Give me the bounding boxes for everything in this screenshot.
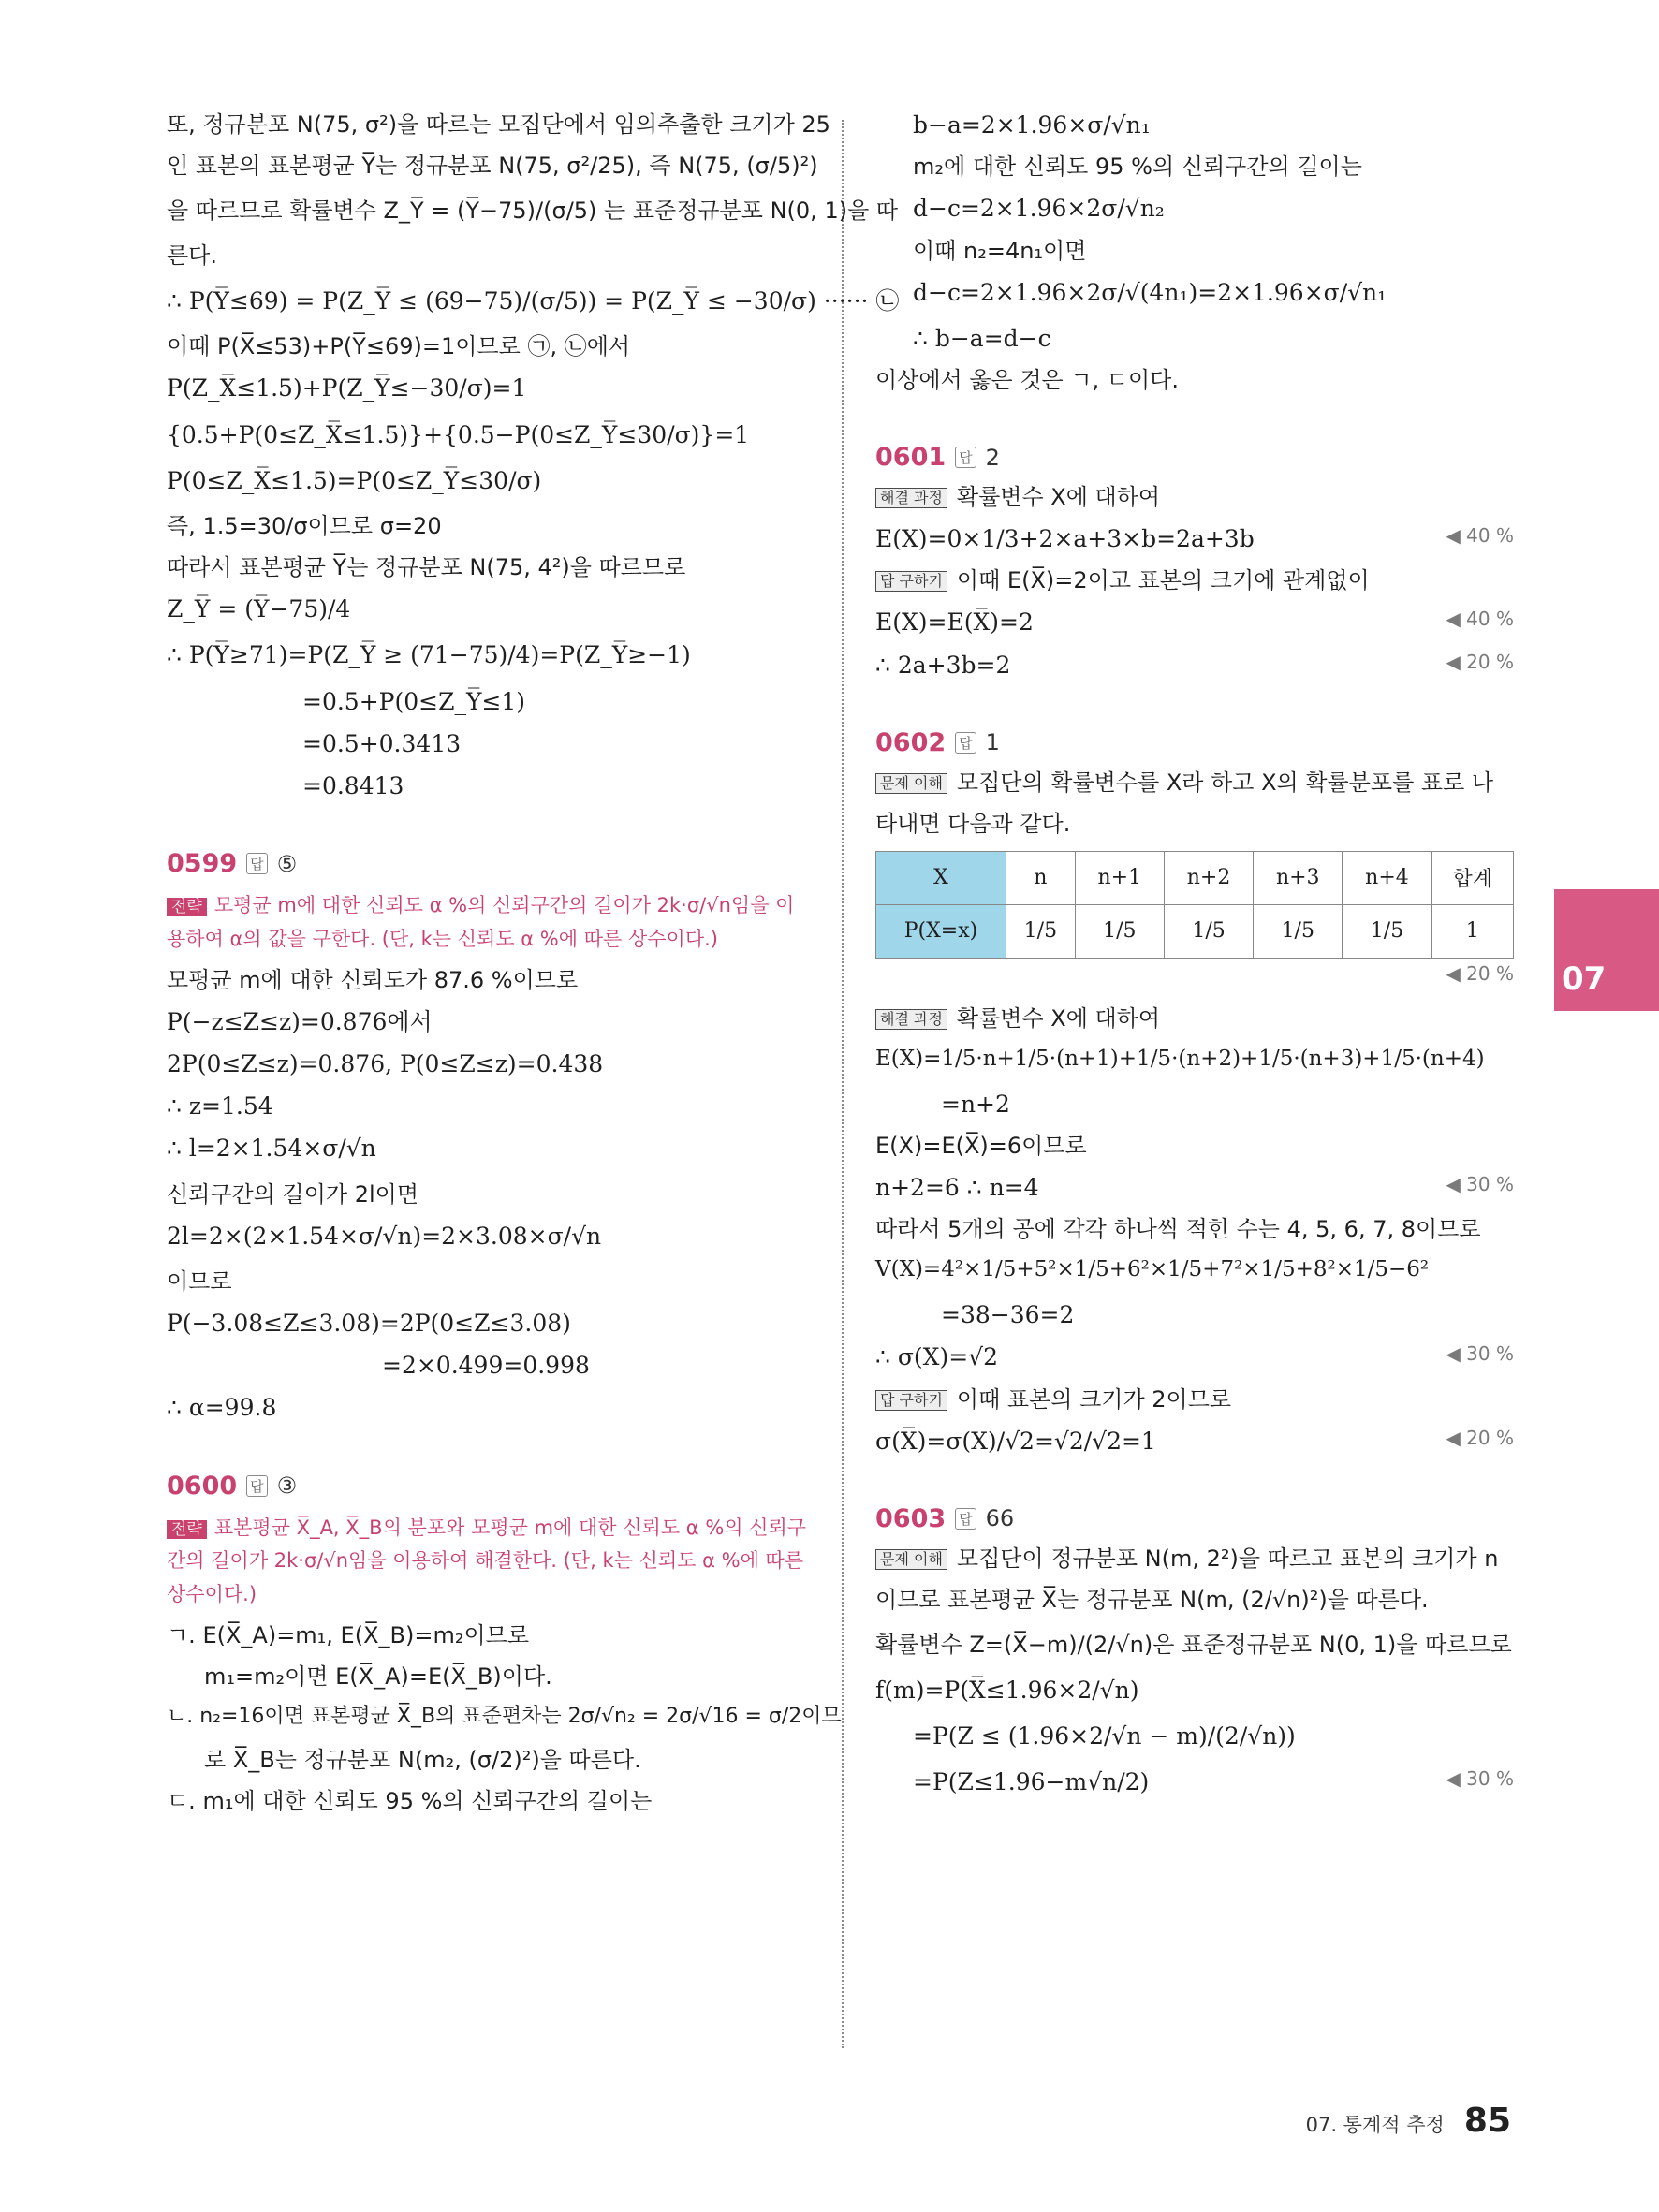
text-line: m₁=m₂이면 E(X̅_A)=E(X̅_B)이다. [204,1663,552,1690]
problem-number: 0602 [875,727,947,757]
chapter-title: 07. 통계적 추정 [1305,2114,1445,2136]
strategy-tag: 전략 [167,898,207,916]
table-header-cell: 합계 [1431,851,1513,904]
text-line: 이때 n₂=4n₁이면 [913,237,1087,264]
score-percent: ◀ 40 % [1446,608,1514,631]
equation: =0.8413 [302,772,404,799]
table-cell: P(X=x) [876,904,1006,958]
text-line: 신뢰구간의 길이가 2l이면 [167,1180,419,1208]
equation: σ(X̅)=σ(X)/√2=√2/√2=1 [875,1427,1156,1455]
equation: V(X)=4²×1/5+5²×1/5+6²×1/5+7²×1/5+8²×1/5−6² [875,1257,1430,1282]
text-line: 이상에서 옳은 것은 ㄱ, ㄷ이다. [875,367,1179,393]
answer-badge: 답 [246,1475,268,1497]
answer-value: 1 [985,729,1000,756]
step-tag: 답 구하기 [875,571,947,592]
problem-number: 0599 [167,849,238,879]
text-line: E(X)=E(X̅)=6이므로 [875,1133,1087,1159]
equation-row [875,524,1514,553]
text-line: 인 표본의 표본평균 Y̅는 정규분포 N(75, σ²/25), 즉 N(75, (σ/5)²) [167,153,818,179]
text-line: 른다. [167,242,217,269]
equation: d−c=2×1.96×2σ/√(4n₁)=2×1.96×σ/√n₁ [913,278,1387,306]
equation: ∴ 2a+3b=2 [875,651,1011,679]
equation: =P(Z ≤ (1.96×2/√n − m)/(2/√n)) [913,1722,1296,1750]
answer-badge: 답 [246,853,268,874]
page-footer [1306,2102,1511,2140]
answer-value: ③ [276,1472,298,1500]
score-percent: ◀ 20 % [1446,961,1514,985]
equation-row [875,1427,1514,1456]
equation: b−a=2×1.96×σ/√n₁ [913,111,1151,139]
left-column [167,110,900,1828]
text-line: 로 X̅_B는 정규분포 N(m₂, (σ/2)²)을 따른다. [204,1747,641,1774]
equation: E(X)=E(X̅)=2 [875,608,1034,637]
score-percent: ◀ 30 % [1446,1342,1514,1366]
step-text: 모집단이 정규분포 N(m, 2²)을 따르고 표본의 크기가 n [956,1545,1499,1572]
equation: P(−3.08≤Z≤3.08)=2P(0≤Z≤3.08) [167,1309,571,1337]
table-header-cell: X [876,851,1006,904]
equation: =P(Z≤1.96−m√n/2) [913,1768,1150,1796]
text-line [875,1545,1514,1573]
text-line [875,566,1514,594]
strategy-note [167,889,813,956]
equation: n+2=6 ∴ n=4 [875,1174,1039,1201]
text-line: ㄱ. E(X̅_A)=m₁, E(X̅_B)=m₂이므로 [167,1621,530,1648]
equation: ∴ P(Y̅≤69) = P(Z_Y̅ ≤ (69−75)/(σ/5)) = P(Z_Y̅ ≤ −30/σ) ······ ㉡ [167,287,900,315]
text-line: 을 따르므로 확률변수 Z_Y̅ = (Y̅−75)/(σ/5) 는 표준정규분포 N(0, 1)을 따 [167,198,899,224]
table-cell: 1 [1431,904,1513,958]
strategy-tag: 전략 [167,1520,207,1539]
problem-header-0602 [875,728,1514,757]
equation: =2×0.499=0.998 [382,1352,590,1380]
equation: =38−36=2 [941,1301,1075,1328]
step-text: 이때 E(X̅)=2이고 표본의 크기에 관계없이 [956,567,1370,594]
score-percent: ◀ 20 % [1446,1426,1514,1449]
table-row [876,851,1514,904]
equation: P(−z≤Z≤z)=0.876에서 [167,1007,433,1035]
score-percent: ◀ 30 % [1446,1173,1514,1195]
step-text: 확률변수 X에 대하여 [956,1005,1161,1032]
table-cell: 1/5 [1006,904,1076,958]
equation: ∴ P(Y̅≥71)=P(Z_Y̅ ≥ (71−75)/4)=P(Z_Y̅≥−1) [167,641,691,669]
score-percent: ◀ 30 % [1446,1767,1514,1791]
step-tag: 해결 과정 [875,1009,947,1030]
strategy-note [167,1512,813,1612]
text-line: 이므로 표본평균 X̅는 정규분포 N(m, (2/√n)²)을 따른다. [875,1586,1429,1613]
equation: ∴ z=1.54 [167,1092,273,1121]
strategy-text: 표본평균 X̅_A, X̅_B의 분포와 모평균 m에 대한 신뢰도 α %의 신뢰구간의 길이가 2k·σ/√n임을 이용하여 해결한다. (단, k는 신뢰도 α %에 따른 상수이다.) [167,1516,807,1605]
text-line [875,1385,1514,1414]
equation: ∴ l=2×1.54×σ/√n [167,1135,376,1163]
step-tag: 해결 과정 [875,488,947,508]
answer-value: 66 [985,1505,1015,1532]
equation-row [875,651,1514,680]
problem-number: 0603 [875,1503,947,1533]
table-row [876,904,1514,958]
probability-distribution-table [875,851,1514,959]
answer-badge: 답 [955,447,976,468]
table-header-cell: n+2 [1164,851,1253,904]
equation: f(m)=P(X̅≤1.96×2/√n) [875,1676,1139,1704]
equation-row [875,1767,1514,1796]
strategy-text: 모평균 m에 대한 신뢰도 α %의 신뢰구간의 길이가 2k·σ/√n임을 이용하여 α의 값을 구한다. (단, k는 신뢰도 α %에 따른 상수이다.) [167,894,795,950]
equation-row [875,1342,1514,1371]
text-line: 확률변수 Z=(X̅−m)/(2/√n)은 표준정규분포 N(0, 1)을 따르므로 [875,1631,1512,1658]
table-cell: 1/5 [1343,904,1431,958]
problem-header-0601 [875,443,1514,472]
step-tag: 답 구하기 [875,1390,947,1411]
table-header-cell: n+4 [1343,851,1431,904]
equation: {0.5+P(0≤Z_X̅≤1.5)}+{0.5−P(0≤Z_Y̅≤30/σ)}=1 [167,420,750,448]
text-line [875,769,1514,797]
text-line: 이때 P(X̅≤53)+P(Y̅≤69)=1이므로 ㉠, ㉡에서 [167,333,631,360]
chapter-tab [1554,889,1659,1011]
step-text: 확률변수 X에 대하여 [956,484,1161,510]
equation: d−c=2×1.96×2σ/√n₂ [913,195,1165,223]
answer-badge: 답 [955,1508,976,1530]
right-column [875,110,1514,1810]
text-line: ㄴ. n₂=16이면 표본평균 X̅_B의 표준편차는 2σ/√n₂ = 2σ/√16 = σ/2이므 [167,1704,842,1728]
text-line: 또, 정규분포 N(75, σ²)을 따르는 모집단에서 임의추출한 크기가 25 [167,111,830,138]
equation: Z_Y̅ = (Y̅−75)/4 [167,595,351,623]
equation: 2l=2×(2×1.54×σ/√n)=2×3.08×σ/√n [167,1222,602,1250]
chapter-tab-label: 07 [1562,960,1607,998]
equation: =n+2 [941,1090,1010,1118]
equation: E(X)=1/5·n+1/5·(n+1)+1/5·(n+2)+1/5·(n+3)+1/5·(n+4) [875,1047,1485,1071]
equation: P(Z_X̅≤1.5)+P(Z_Y̅≤−30/σ)=1 [167,374,527,403]
text-line: m₂에 대한 신뢰도 95 %의 신뢰구간의 길이는 [913,154,1362,181]
page-number: 85 [1463,2102,1511,2140]
problem-header-0599 [167,849,813,878]
equation-row [875,1173,1514,1202]
text-line: 즉, 1.5=30/σ이므로 σ=20 [167,513,442,539]
equation: =0.5+P(0≤Z_Y̅≤1) [302,687,526,715]
problem-number: 0601 [875,443,947,472]
step-text: 이때 표본의 크기가 2이므로 [956,1385,1232,1413]
problem-header-0600 [167,1472,813,1501]
step-tag: 문제 이해 [875,773,947,794]
equation: ∴ σ(X)=√2 [875,1343,999,1371]
text-line: 따라서 표본평균 Y̅는 정규분포 N(75, 4²)을 따르므로 [167,554,686,580]
step-text: 모집단의 확률변수를 X라 하고 X의 확률분포를 표로 나 [956,769,1494,796]
table-header-cell: n+1 [1075,851,1164,904]
text-line [875,483,1514,511]
text-line: ㄷ. m₁에 대한 신뢰도 95 %의 신뢰구간의 길이는 [167,1788,653,1815]
equation-row [875,962,1514,991]
text-line: 타내면 다음과 같다. [875,810,1071,837]
table-cell: 1/5 [1075,904,1164,958]
table-header-cell: n [1006,851,1076,904]
text-line [875,1004,1514,1033]
equation: 2P(0≤Z≤z)=0.876, P(0≤Z≤z)=0.438 [167,1049,604,1077]
equation: P(0≤Z_X̅≤1.5)=P(0≤Z_Y̅≤30/σ) [167,466,542,494]
answer-badge: 답 [955,732,976,754]
text-line: 이므로 [167,1267,232,1295]
equation-row [875,608,1514,637]
equation: ∴ α=99.8 [167,1394,277,1422]
step-tag: 문제 이해 [875,1549,947,1570]
text-line: 모평균 m에 대한 신뢰도가 87.6 %이므로 [167,966,579,993]
score-percent: ◀ 20 % [1446,650,1514,673]
text-line: 따라서 5개의 공에 각각 하나씩 적힌 수는 4, 5, 6, 7, 8이므로 [875,1216,1481,1243]
answer-value: 2 [985,444,1000,471]
table-header-cell: n+3 [1254,851,1343,904]
score-percent: ◀ 40 % [1446,524,1514,547]
equation: ∴ b−a=d−c [913,324,1051,352]
problem-number: 0600 [167,1471,238,1501]
equation: E(X)=0×1/3+2×a+3×b=2a+3b [875,525,1255,552]
column-divider [842,120,844,2048]
answer-value: ⑤ [276,850,298,877]
table-cell: 1/5 [1164,904,1253,958]
equation: =0.5+0.3413 [302,729,462,757]
table-cell: 1/5 [1254,904,1343,958]
problem-header-0603 [875,1504,1514,1533]
